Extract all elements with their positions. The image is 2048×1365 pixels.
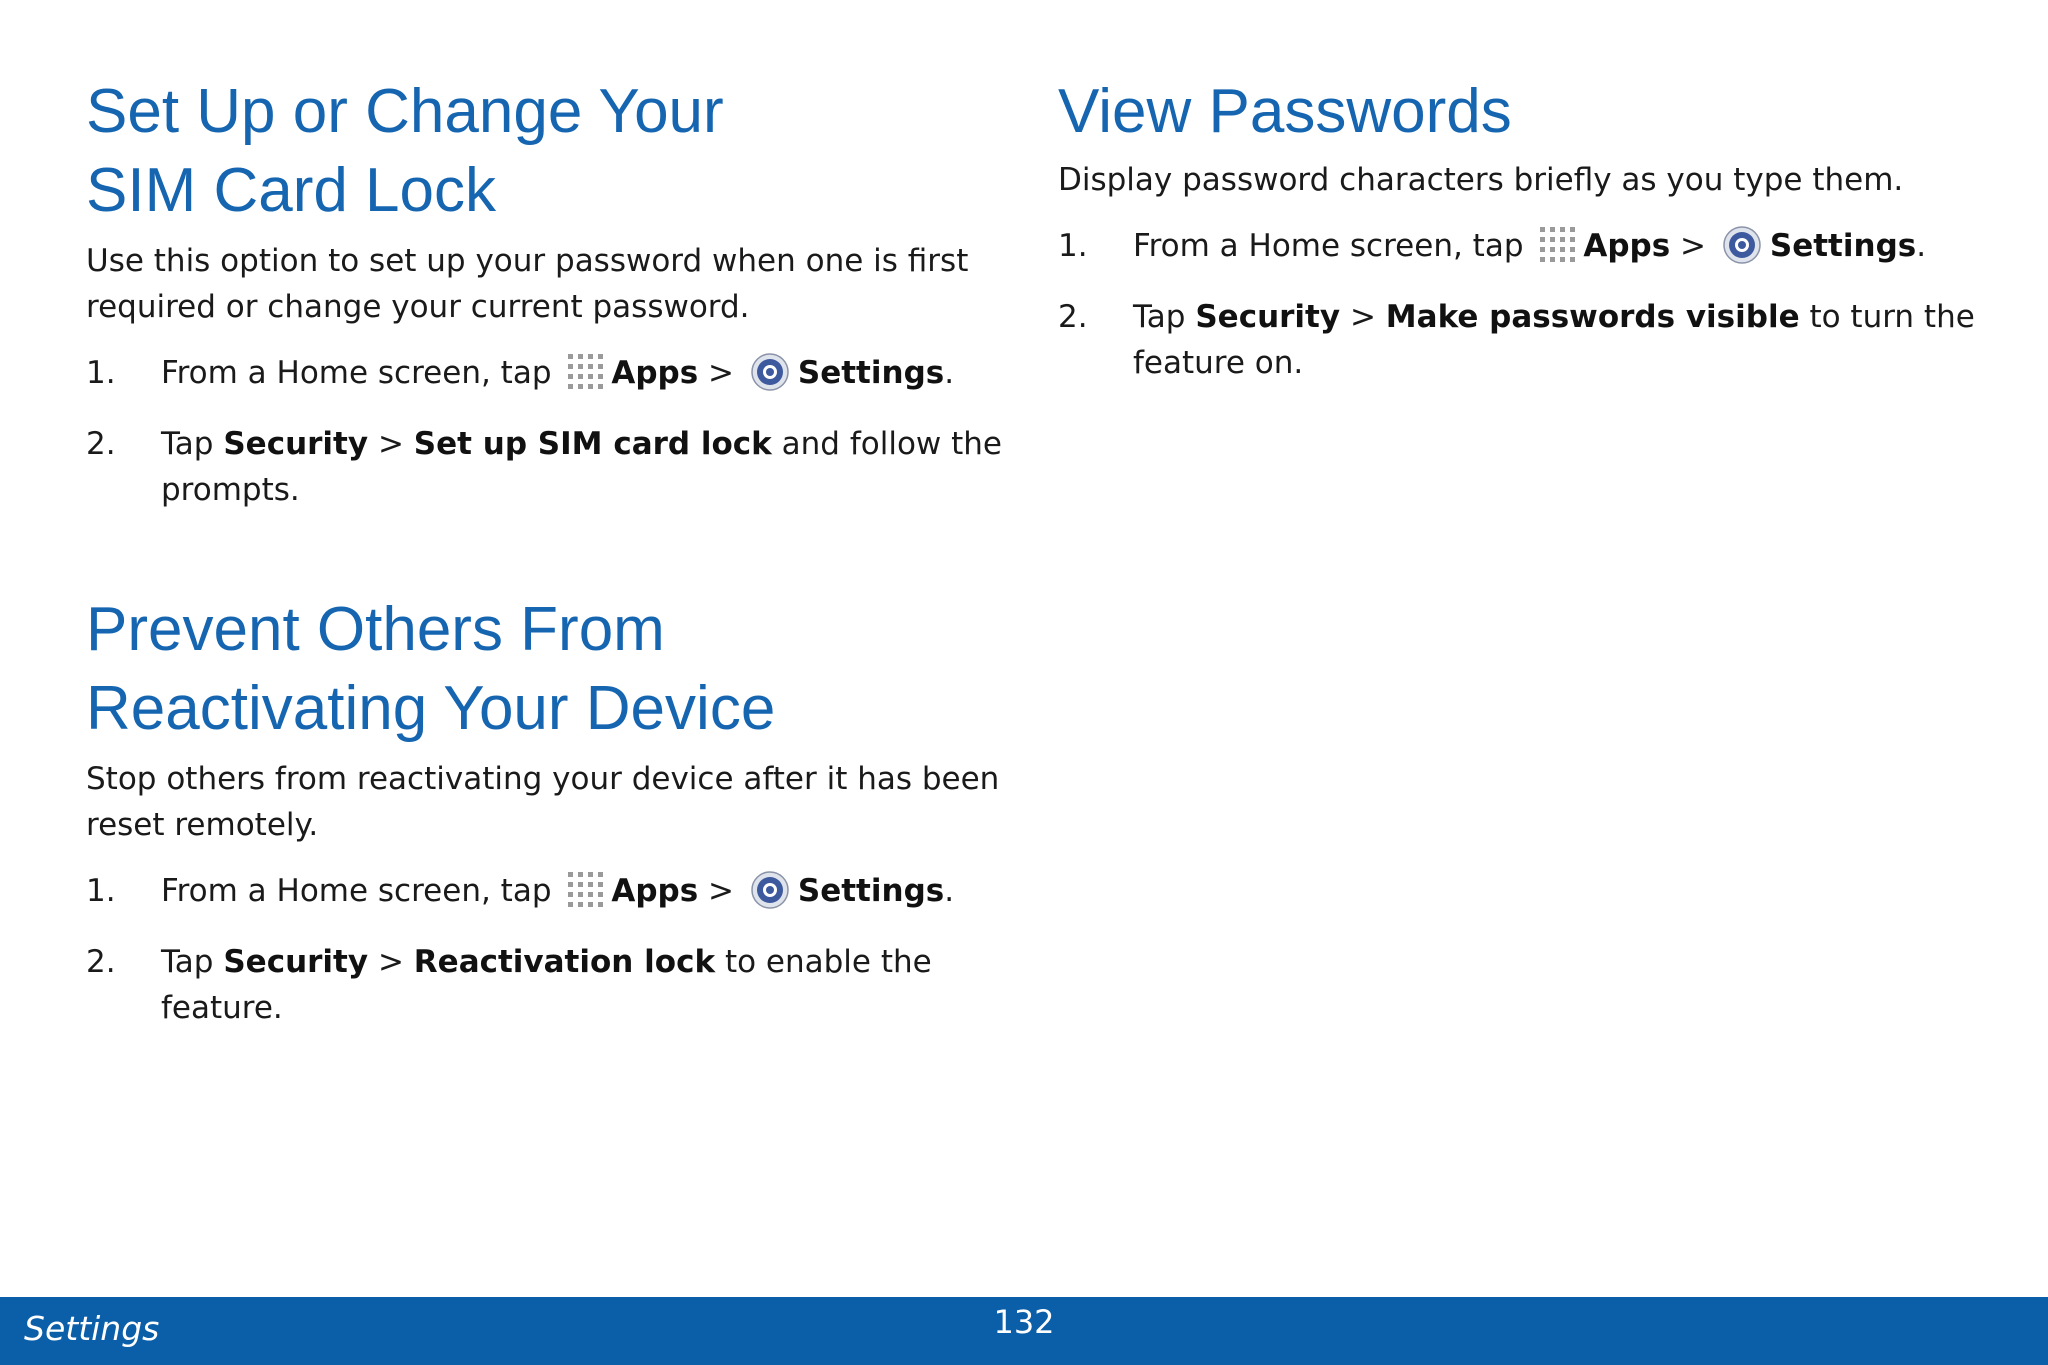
step-text: From a Home screen, tap xyxy=(1133,228,1524,264)
settings-label: Settings xyxy=(797,355,945,391)
reactivation-lock-label: Reactivation lock xyxy=(413,944,716,980)
apps-grid-icon xyxy=(1537,224,1577,264)
view-passwords-step-1 xyxy=(1058,223,1988,269)
separator: > xyxy=(377,944,404,980)
step-number: 2. xyxy=(86,426,116,462)
sim-lock-heading-line1: Set Up or Change Your xyxy=(86,77,724,146)
view-passwords-step-2 xyxy=(1058,294,1988,386)
step-number: 1. xyxy=(86,355,116,391)
step-suffix: . xyxy=(944,355,955,391)
apps-grid-icon xyxy=(565,351,605,391)
step-number: 1. xyxy=(86,873,116,909)
reactivation-heading xyxy=(86,590,1006,748)
step-text: From a Home screen, tap xyxy=(161,355,552,391)
step-text: From a Home screen, tap xyxy=(161,873,552,909)
settings-gear-icon xyxy=(750,352,790,392)
separator: > xyxy=(1349,299,1376,335)
page-footer xyxy=(0,1297,2048,1365)
step-number: 2. xyxy=(1058,299,1088,335)
sim-lock-step-2 xyxy=(86,421,1006,513)
security-label: Security xyxy=(223,944,369,980)
separator: > xyxy=(377,426,404,462)
separator: > xyxy=(708,355,735,391)
sim-lock-step-1 xyxy=(86,350,1006,396)
apps-label: Apps xyxy=(611,355,699,391)
reactivation-section xyxy=(86,590,1006,1031)
step-rest: and follow the prompts. xyxy=(161,426,1002,508)
settings-label: Settings xyxy=(797,873,945,909)
security-label: Security xyxy=(1195,299,1341,335)
security-label: Security xyxy=(223,426,369,462)
view-passwords-heading: View Passwords xyxy=(1058,77,1512,146)
footer-section-name: Settings xyxy=(24,1309,160,1348)
sim-lock-steps xyxy=(86,350,1006,513)
step-tap: Tap xyxy=(1133,299,1186,335)
separator: > xyxy=(1680,228,1707,264)
settings-gear-icon xyxy=(750,870,790,910)
reactivation-intro: Stop others from reactivating your device after it has been reset remotely. xyxy=(86,761,1000,843)
sim-lock-heading-line2: SIM Card Lock xyxy=(86,156,497,225)
reactivation-step-1 xyxy=(86,868,1006,914)
separator: > xyxy=(708,873,735,909)
view-passwords-steps xyxy=(1058,223,1988,386)
step-rest: to enable the feature. xyxy=(161,944,932,1026)
step-tap: Tap xyxy=(161,426,214,462)
sim-lock-intro: Use this option to set up your password when one is first required or change your current password. xyxy=(86,243,969,325)
settings-label: Settings xyxy=(1769,228,1917,264)
page-number: 132 xyxy=(993,1303,1055,1341)
view-passwords-intro: Display password characters briefly as you type them. xyxy=(1058,162,1904,198)
make-passwords-visible-label: Make passwords visible xyxy=(1385,299,1800,335)
reactivation-steps xyxy=(86,868,1006,1031)
step-rest: to turn the feature on. xyxy=(1133,299,1975,381)
set-up-sim-card-lock-label: Set up SIM card lock xyxy=(413,426,772,462)
reactivation-heading-line1: Prevent Others From xyxy=(86,595,665,664)
sim-lock-section xyxy=(86,72,1006,513)
step-number: 2. xyxy=(86,944,116,980)
apps-grid-icon xyxy=(565,869,605,909)
settings-gear-icon xyxy=(1722,225,1762,265)
apps-label: Apps xyxy=(611,873,699,909)
step-suffix: . xyxy=(1916,228,1927,264)
step-tap: Tap xyxy=(161,944,214,980)
step-number: 1. xyxy=(1058,228,1088,264)
apps-label: Apps xyxy=(1583,228,1671,264)
view-passwords-section xyxy=(1058,72,1988,386)
reactivation-step-2 xyxy=(86,939,1006,1031)
sim-lock-heading xyxy=(86,72,1006,230)
step-suffix: . xyxy=(944,873,955,909)
reactivation-heading-line2: Reactivating Your Device xyxy=(86,674,776,743)
